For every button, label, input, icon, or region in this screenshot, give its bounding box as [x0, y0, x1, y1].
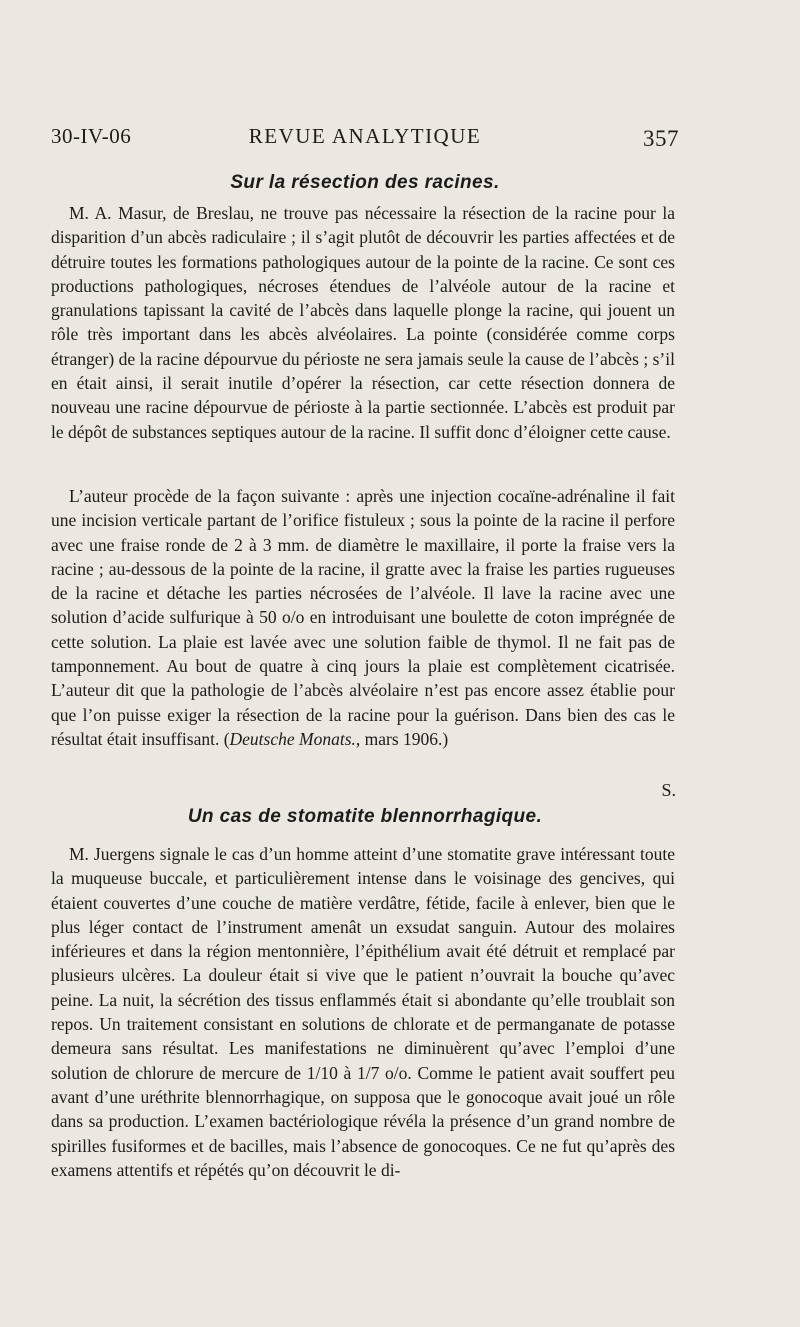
article-stomatite-paragraph-1: M. Juergens signale le cas d’un homme atteint d’une stomatite grave intéressant toute la muqueuse buccale, et particulièrement intense dans le voisinage des gencives, qui étaient couvertes d’une couche de matière verdâtre, fétide, facile à enlever, bien que le plus léger contact de l’instrument amenât un exsudat sanguin. Autour des molaires inférieures et dans la région mentonnière, l’épithélium avait été détruit et remplacé par plusieurs ulcères. La douleur était si vive que le patient n’ouvrait la bouche qu’avec peine. La nuit, la sécrétion des tissus enflammés était si abondante qu’elle troublait son repos. Un traitement consistant en solutions de chlorate et de permanganate de potasse demeura sans résultat. Les manifestations ne diminuèrent qu’avec l’emploi d’une solution de chlorure de mercure de 1/10 à 1/7 o/o. Comme le patient avait souffert peu avant d’une uréthrite blennorrhagique, on supposa que le gonocoque avait joué un rôle dans sa production. L’examen bactériologique révéla la présence d’un grand nombre de spirilles fusiformes et de bacilles, mais l’absence de gonocoques. Ce ne fut qu’après des examens attentifs et répétés qu’on découvrit le di-: [51, 844, 675, 1180]
article-title-resection: Sur la résection des racines.: [230, 172, 500, 193]
article-resection-paragraph-2: [51, 484, 675, 751]
author-signature: S.: [661, 780, 676, 800]
citation-source: Deutsche Monats.: [229, 728, 356, 749]
page-number: 357: [643, 126, 679, 151]
article-resection-paragraph-1: M. A. Masur, de Breslau, ne trouve pas nécessaire la résection de la racine pour la disparition d’un abcès radiculaire ; il s’agit plutôt de découvrir les parties affectées et de détruire toutes les formations pathologiques autour de la pointe de la racine. Ce sont ces productions pathologiques, nécroses étendues de l’alvéole autour de la racine et granulations tapissant la cavité de l’abcès dans laquelle plonge la racine, qui jouent un rôle très important dans les abcès alvéolaires. La pointe (considérée comme corps étranger) de la racine dépourvue du périoste ne sera jamais seule la cause de l’abcès ; s’il en était ainsi, il serait inutile d’opérer la résection, car cette résection donnera de nouveau une racine dépourvue de périoste à la partie sectionnée. L’abcès est produit par le dépôt de substances septiques autour de la racine. Il suffit donc d’éloigner cette cause.: [51, 203, 675, 442]
paragraph-body: L’auteur procède de la façon suivante : après une injection cocaïne-adrénaline il fait une incision verticale partant de l’orifice fistuleux ; sous la pointe de la racine il perfore avec une fraise ronde de 2 à 3 mm. de diamètre le maxillaire, il porte la fraise vers la racine ; au-dessous de la pointe de la racine, il gratte avec la fraise les parties rugueuses de la racine et détache les parties nécrosées de l’alvéole. Il lave la racine avec une solution d’acide sulfurique à 50 o/o en introduisant une boulette de coton imprégnée de cette solution. La plaie est lavée avec une solution faible de thymol. Il ne fait pas de tamponnement. Au bout de quatre à cinq jours la plaie est complètement cicatrisée. L’auteur dit que la pathologie de l’abcès alvéolaire n’est pas encore assez établie pour que l’on puisse exiger la résection de la racine pour la guérison. Dans bien des cas le résultat était insuffisant. (: [51, 486, 675, 749]
journal-title: REVUE ANALYTIQUE: [248, 124, 482, 148]
article-title-stomatite: Un cas de stomatite blennorrhagique.: [187, 806, 543, 827]
issue-date: 30-IV-06: [51, 124, 132, 148]
running-head: [51, 118, 679, 150]
citation-date: , mars 1906.): [355, 728, 449, 749]
